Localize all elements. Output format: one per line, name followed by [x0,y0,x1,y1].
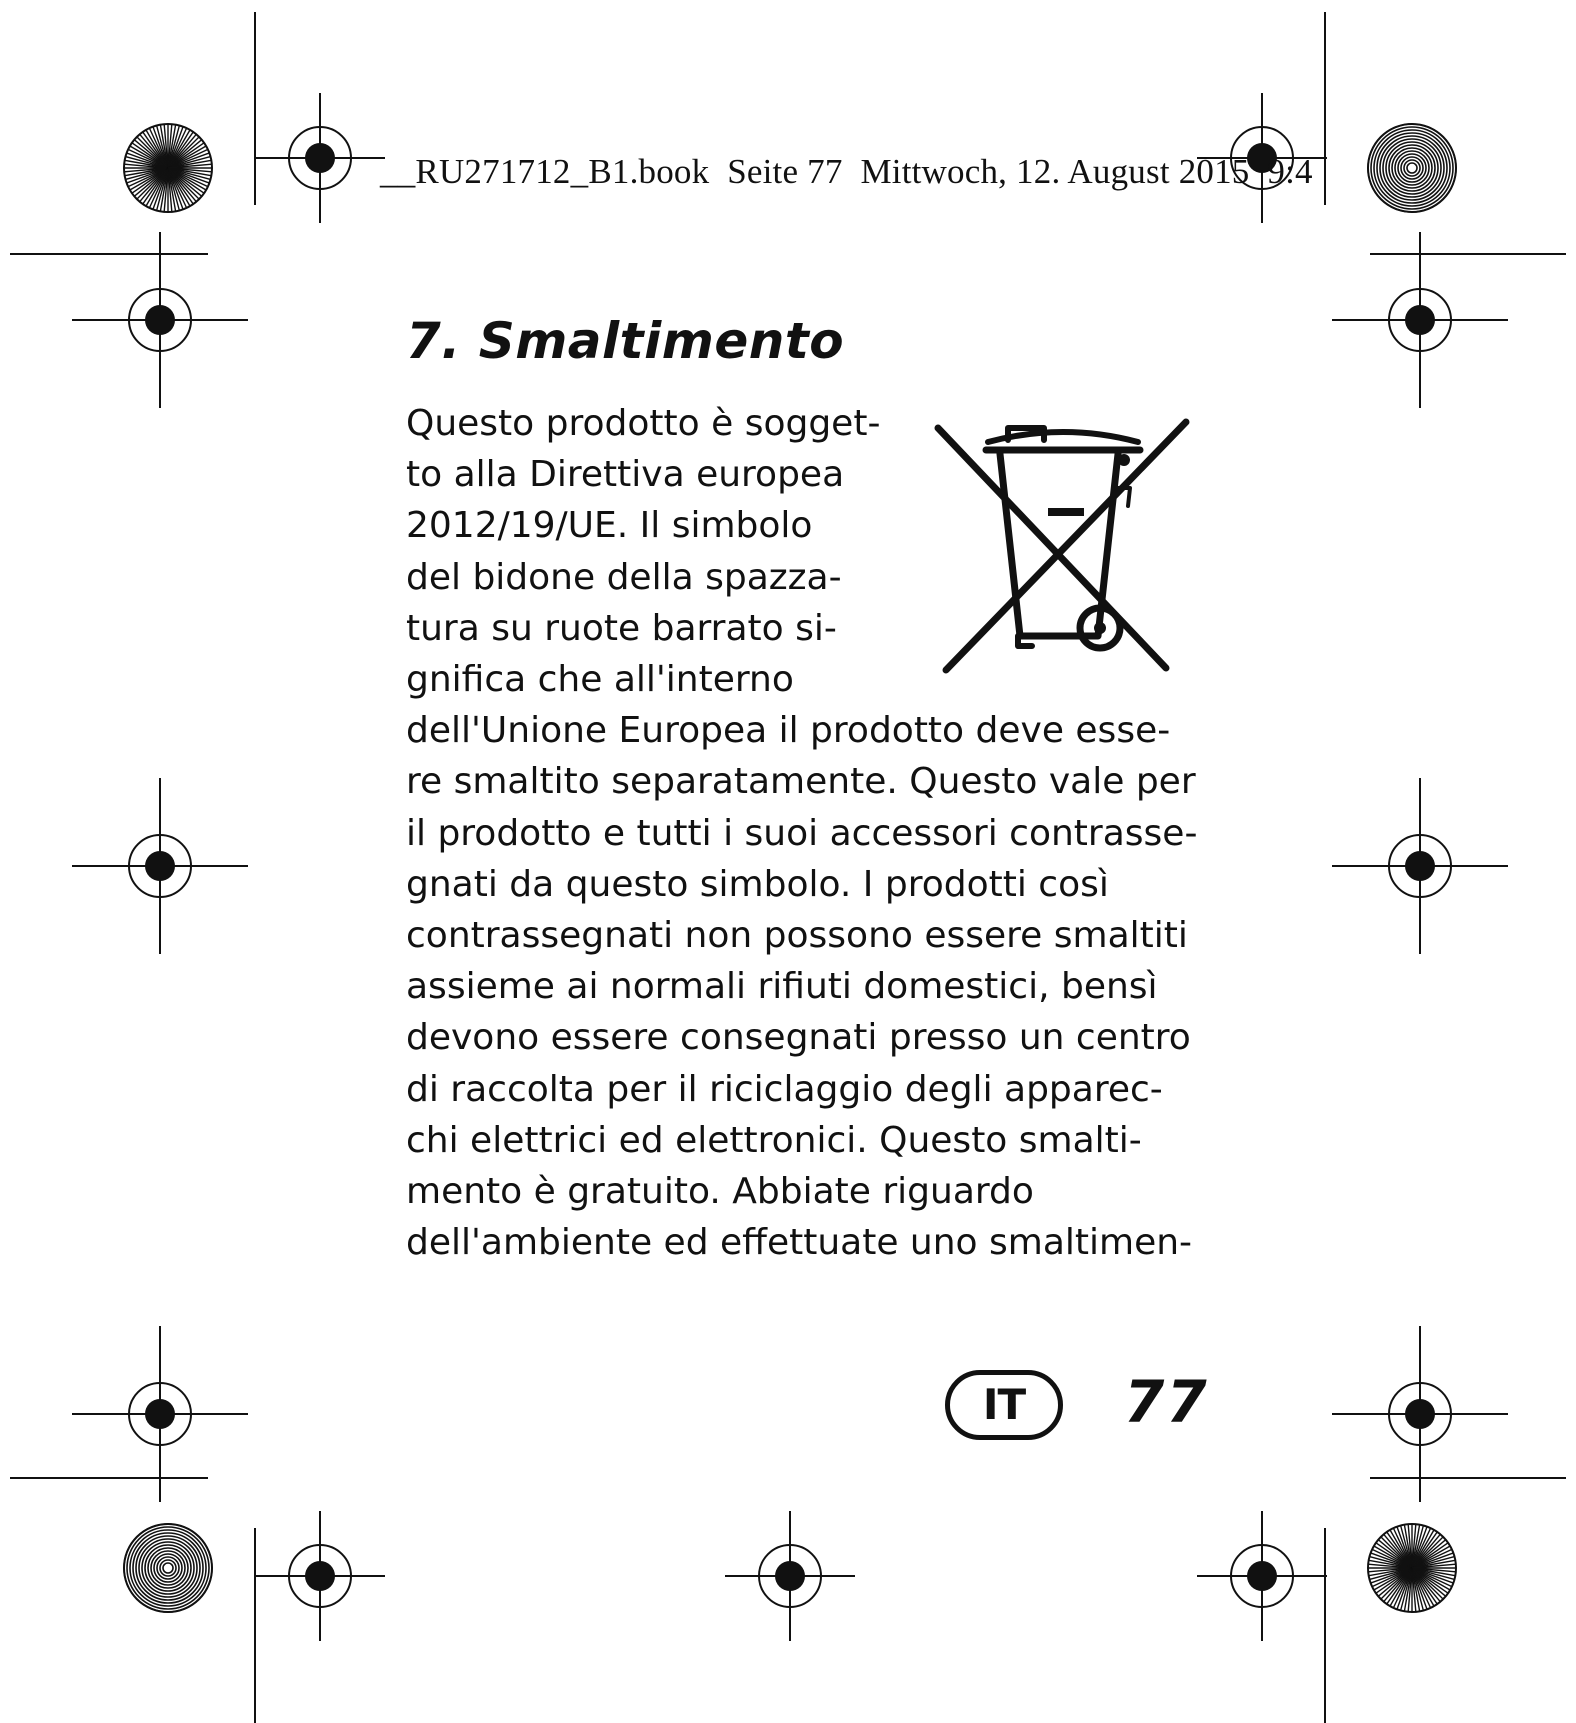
registration-mark-dot [775,1561,805,1591]
paragraph-line: dell'ambiente ed effettuate uno smaltimen- [406,1222,1193,1264]
paragraph-line: 2012/19/UE. Il simbolo [406,505,813,547]
registration-mark-dot [1405,851,1435,881]
registration-mark-dot [145,305,175,335]
paragraph-line: dell'Unione Europea il prodotto deve esse- [406,710,1171,752]
crossed-out-wheelie-bin-icon [928,408,1200,676]
paragraph-line: il prodotto e tutti i suoi accessori contrasse- [406,812,1198,854]
page-number: 77 [1124,1368,1209,1436]
section-title: 7. Smaltimento [406,312,845,370]
paragraph-line: del bidone della spazza- [406,556,842,598]
registration-mark-dot [305,143,335,173]
registration-mark-dot [1405,1399,1435,1429]
registration-mark-dot [1405,305,1435,335]
paragraph-line: contrassegnati non possono essere smaltiti [406,915,1188,957]
paragraph-line: tura su ruote barrato si- [406,607,837,649]
registration-mark-dot [1247,1561,1277,1591]
paragraph-line: re smaltito separatamente. Questo vale per [406,761,1196,803]
registration-mark-dot [145,1399,175,1429]
paragraph-line: di raccolta per il riciclaggio degli apparec- [406,1068,1163,1110]
paragraph-line: Questo prodotto è sogget- [406,403,881,444]
paragraph-line: to alla Direttiva europea [406,454,845,496]
paragraph-line: mento è gratuito. Abbiate riguardo [406,1171,1034,1213]
paragraph-line: assieme ai normali rifiuti domestici, bensì [406,966,1158,1008]
print-slug-header: __RU271712_B1.book Seite 77 Mittwoch, 12. August 2015 9:4 [380,152,1313,191]
registration-mark-dot [305,1561,335,1591]
registration-mark-dot [145,851,175,881]
paragraph-line: gnati da questo simbolo. I prodotti così [406,863,1109,905]
paragraph-line: gnifica che all'interno [406,659,794,701]
language-badge: IT [945,1370,1063,1440]
paragraph-line: devono essere consegnati presso un centro [406,1017,1191,1059]
paragraph-line: chi elettrici ed elettronici. Questo smalti- [406,1119,1142,1161]
